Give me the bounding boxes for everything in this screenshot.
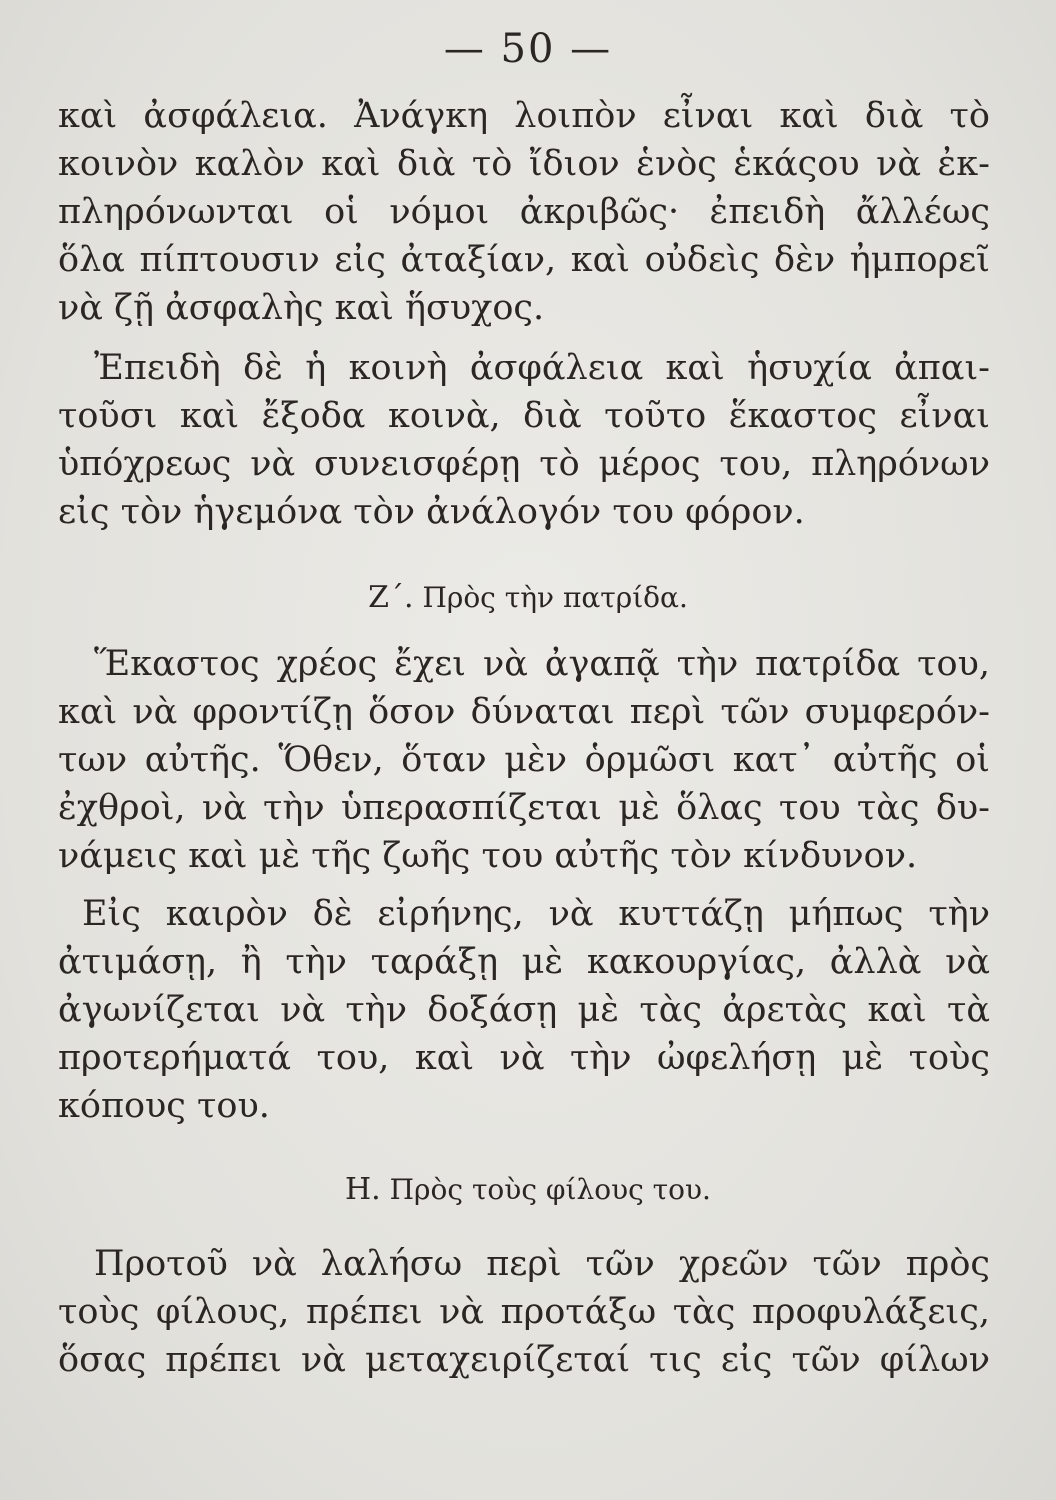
text-line: νάμεις καὶ μὲ τῆς ζωῆς του αὐτῆς τὸν κίνδυνον. (58, 836, 918, 876)
text-line: Ἐπειδὴ δὲ ἡ κοινὴ ἀσφάλεια καὶ ἡσυχία ἀπαι- (94, 348, 990, 388)
text-line: ὅλα πίπτουσιν εἰς ἀταξίαν, καὶ οὐδεὶς δὲν ἠμπορεῖ (58, 240, 990, 280)
section-heading-h (0, 1170, 1056, 1210)
text-line: τοὺς φίλους, πρέπει νὰ προτάξω τὰς προφυλάξεις, (58, 1292, 990, 1332)
text-line: κοινὸν καλὸν καὶ διὰ τὸ ἴδιον ἑνὸς ἑκάςου νὰ ἐκ- (58, 144, 990, 184)
page-number: — 50 — (443, 26, 613, 72)
paragraph-1 (58, 92, 990, 332)
text-line: Προτοῦ νὰ λαλήσω περὶ τῶν χρεῶν τῶν πρὸς (94, 1244, 990, 1284)
text-line: ὅσας πρέπει νὰ μεταχειρίζεταί τις εἰς τῶν φίλων (58, 1340, 990, 1380)
section-number: Ζ΄. (368, 580, 414, 615)
text-line: καὶ νὰ φροντίζῃ ὅσον δύναται περὶ τῶν συμφερόν- (58, 692, 990, 732)
section-heading-z (0, 578, 1056, 618)
paragraph-5 (58, 1240, 990, 1384)
text-line: ὑπόχρεως νὰ συνεισφέρῃ τὸ μέρος του, πληρόνων (58, 444, 990, 484)
text-line: καὶ ἀσφάλεια. Ἀνάγκη λοιπὸν εἶναι καὶ διὰ τὸ (58, 96, 990, 136)
text-line: προτερήματά του, καὶ νὰ τὴν ὠφελήσῃ μὲ τοὺς (58, 1038, 990, 1078)
text-line: νὰ ζῇ ἀσφαλὴς καὶ ἥσυχος. (58, 288, 545, 328)
section-title: Πρὸς τὴν πατρίδα. (422, 581, 688, 614)
text-line: Ἕκαστος χρέος ἔχει νὰ ἀγαπᾷ τὴν πατρίδα του, (94, 644, 990, 684)
paragraph-4 (58, 890, 990, 1130)
section-number: Η. (345, 1172, 381, 1207)
text-line: ἀγωνίζεται νὰ τὴν δοξάσῃ μὲ τὰς ἀρετὰς καὶ τὰ (58, 990, 990, 1030)
section-title: Πρὸς τοὺς φίλους του. (389, 1173, 711, 1206)
text-line: ἀτιμάσῃ, ἢ τὴν ταράξῃ μὲ κακουργίας, ἀλλὰ νὰ (58, 942, 990, 982)
paragraph-2 (58, 344, 990, 536)
text-line: Εἰς καιρὸν δὲ εἰρήνης, νὰ κυττάζῃ μήπως τὴν (82, 894, 990, 934)
text-line: πληρόνωνται οἱ νόμοι ἀκριβῶς· ἐπειδὴ ἄλλέως (58, 192, 990, 232)
text-line: εἰς τὸν ἡγεμόνα τὸν ἀνάλογόν του φόρον. (58, 492, 805, 532)
text-line: κόπους του. (58, 1086, 270, 1126)
paragraph-3 (58, 640, 990, 880)
text-line: ἐχθροὶ, νὰ τὴν ὑπερασπίζεται μὲ ὅλας του τὰς δυ- (58, 788, 990, 828)
text-line: των αὐτῆς. Ὅθεν, ὅταν μὲν ὁρμῶσι κατ᾽ αὐτῆς οἱ (58, 740, 990, 780)
text-line: τοῦσι καὶ ἔξοδα κοινὰ, διὰ τοῦτο ἕκαστος εἶναι (58, 396, 990, 436)
